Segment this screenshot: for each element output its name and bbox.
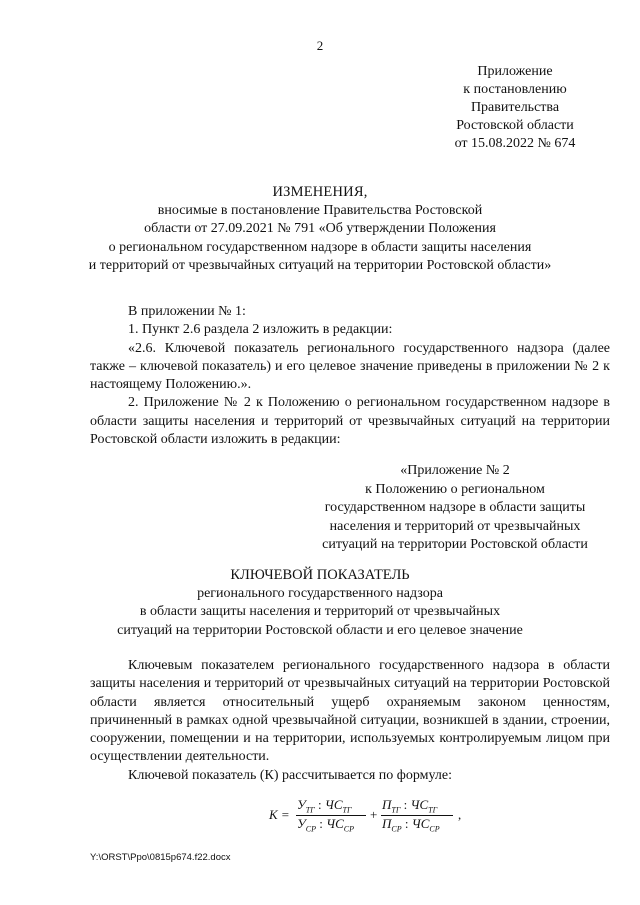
annex-line: Приложение (477, 64, 553, 79)
annex-line: от 15.08.2022 № 674 (454, 136, 576, 151)
file-path-footer: Y:\ORST\Ppo\0815p674.f22.docx (90, 852, 231, 863)
heading-line: о региональном государственном надзоре в области защиты населения (108, 239, 532, 255)
key-indicator-title: КЛЮЧЕВОЙ ПОКАЗАТЕЛЬ (230, 567, 410, 583)
paragraph: Ключевой показатель (К) рассчитывается по формуле: (128, 767, 452, 783)
annex2-block (300, 462, 610, 555)
formula-term: $У_{ТГ}$ : $ЧС_{ТГ}$ (297, 797, 352, 815)
annex2-line: к Положению о региональном (365, 481, 545, 497)
paragraph: «2.6. Ключевой показатель регионального государственного надзора (далее также – ключевой показатель) и его целевое значение приведены в приложении № 2 к настоящему Положению.». (90, 340, 610, 393)
body-section-2 (90, 657, 610, 785)
heading-title: ИЗМЕНЕНИЯ, (272, 184, 368, 200)
formula-comma: , (458, 807, 462, 822)
key-indicator-heading (80, 566, 560, 640)
paragraph: Ключевым показателем регионального государственного надзора в области защиты населения и территорий от чрезвычайных ситуаций на территории Ростовской области является относительный ущерб охраняемым законом ценностям, причиненный в рамках одной чрезвычайной ситуации, возникшей в здании, строении, сооружении, помещении и на территории, используемых контролируемым лицом при осуществлении деятельности. (90, 658, 610, 765)
annex2-line: государственном надзоре в области защиты (324, 500, 586, 515)
paragraph: В приложении № 1: (128, 304, 246, 319)
formula-term: $П_{ТГ}$ : $ЧС_{ТГ}$ (382, 797, 438, 815)
heading-line: и территорий от чрезвычайных ситуаций на территории Ростовской области» (88, 258, 552, 273)
changes-heading (60, 183, 580, 276)
paragraph: 2. Приложение № 2 к Положению о региональном государственном надзоре в области защиты населения и территорий от чрезвычайных ситуаций на территории Ростовской области изложить в редакции: (90, 395, 610, 448)
annex-block (440, 63, 590, 153)
heading-line: области от 27.09.2021 № 791 «Об утверждении Положения (144, 221, 496, 236)
formula-term: $У_{СР}$ : $ЧС_{СР}$ (297, 816, 354, 834)
formula-term: $П_{СР}$ : $ЧС_{СР}$ (382, 816, 440, 834)
formula-plus: + (370, 807, 378, 822)
annex2-line: «Приложение № 2 (400, 463, 510, 478)
formula (255, 792, 475, 838)
page-number: 2 (316, 38, 324, 53)
annex2-line: населения и территорий от чрезвычайных (329, 518, 581, 534)
formula-lhs: К = (269, 807, 290, 822)
body-section-1 (90, 303, 610, 449)
key-indicator-line: ситуаций на территории Ростовской области и его целевое значение (117, 622, 523, 638)
key-indicator-line: регионального государственного надзора (197, 585, 443, 601)
annex-line: к постановлению (463, 82, 567, 97)
heading-line: вносимые в постановление Правительства Ростовской (157, 202, 483, 218)
annex2-line: ситуаций на территории Ростовской области (322, 537, 588, 552)
annex-line: Ростовской области (456, 118, 574, 133)
annex-line: Правительства (470, 100, 560, 115)
key-indicator-line: в области защиты населения и территорий от чрезвычайных (139, 604, 501, 619)
paragraph: 1. Пункт 2.6 раздела 2 изложить в редакции: (128, 322, 393, 338)
